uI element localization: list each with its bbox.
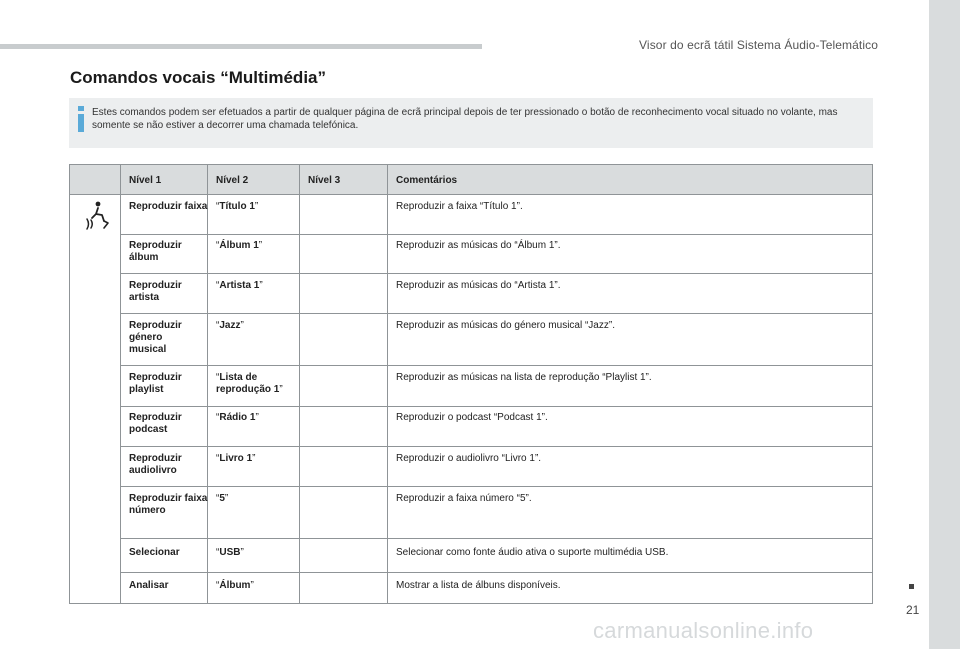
top-rule (0, 44, 482, 49)
row-comment: Reproduzir a faixa “Título 1”. (396, 201, 523, 212)
row-comment: Reproduzir as músicas do género musical “Jazz”. (396, 320, 615, 331)
row-comment: Mostrar a lista de álbuns disponíveis. (396, 580, 561, 591)
row-comment: Reproduzir as músicas do “Artista 1”. (396, 280, 561, 291)
row-level1: Reproduzir playlist (129, 372, 182, 395)
section-title: Comandos vocais “Multimédia” (70, 68, 326, 87)
page-number: 21 (906, 603, 920, 617)
row-level1: Selecionar (129, 547, 180, 558)
row-level2: “Lista de reprodução 1” (216, 372, 283, 395)
voice-command-icon (84, 201, 110, 231)
row-level1: Reproduzir audiolivro (129, 453, 182, 476)
row-comment: Selecionar como fonte áudio ativa o suporte multimédia USB. (396, 547, 669, 558)
row-level1: Reproduzir faixa (129, 201, 208, 212)
row-level2: “Rádio 1” (216, 412, 259, 423)
row-level1: Reproduzir género musical (129, 320, 182, 355)
row-level2: “USB” (216, 547, 244, 558)
side-strip (929, 0, 960, 649)
row-comment: Reproduzir a faixa número “5”. (396, 493, 532, 504)
header-comments: Comentários (396, 175, 458, 186)
page-marker (909, 584, 914, 589)
running-header: Visor do ecrã tátil Sistema Áudio-Telemático (639, 38, 878, 52)
row-level2: “Jazz” (216, 320, 244, 331)
row-level2: “Artista 1” (216, 280, 263, 291)
info-box (69, 98, 873, 148)
header-level3: Nível 3 (308, 175, 341, 186)
row-comment: Reproduzir as músicas na lista de reprodução “Playlist 1”. (396, 372, 652, 383)
row-level1: Reproduzir faixa número (129, 493, 208, 516)
row-level2: “Álbum 1” (216, 240, 263, 251)
row-level2: “Álbum” (216, 580, 254, 591)
row-level2: “5” (216, 493, 229, 504)
commands-table (69, 164, 873, 604)
header-level2: Nível 2 (216, 175, 249, 186)
info-icon (78, 106, 84, 132)
table-header-row (70, 165, 872, 195)
row-level1: Analisar (129, 580, 169, 591)
header-level1: Nível 1 (129, 175, 162, 186)
row-comment: Reproduzir as músicas do “Álbum 1”. (396, 240, 561, 251)
watermark: carmanualsonline.info (593, 618, 814, 643)
row-level2: “Livro 1” (216, 453, 256, 464)
row-comment: Reproduzir o podcast “Podcast 1”. (396, 412, 548, 423)
info-text: Estes comandos podem ser efetuados a partir de qualquer página de ecrã principal depois de ter pressionado o botão de reconhecimento vocal situado no volante, mas somente se não estiver a decorrer uma chamada telefónica. (92, 107, 838, 131)
row-level2: “Título 1” (216, 201, 259, 212)
row-level1: Reproduzir podcast (129, 412, 182, 435)
row-level1: Reproduzir álbum (129, 240, 182, 263)
row-comment: Reproduzir o audiolivro “Livro 1”. (396, 453, 542, 464)
row-level1: Reproduzir artista (129, 280, 182, 303)
